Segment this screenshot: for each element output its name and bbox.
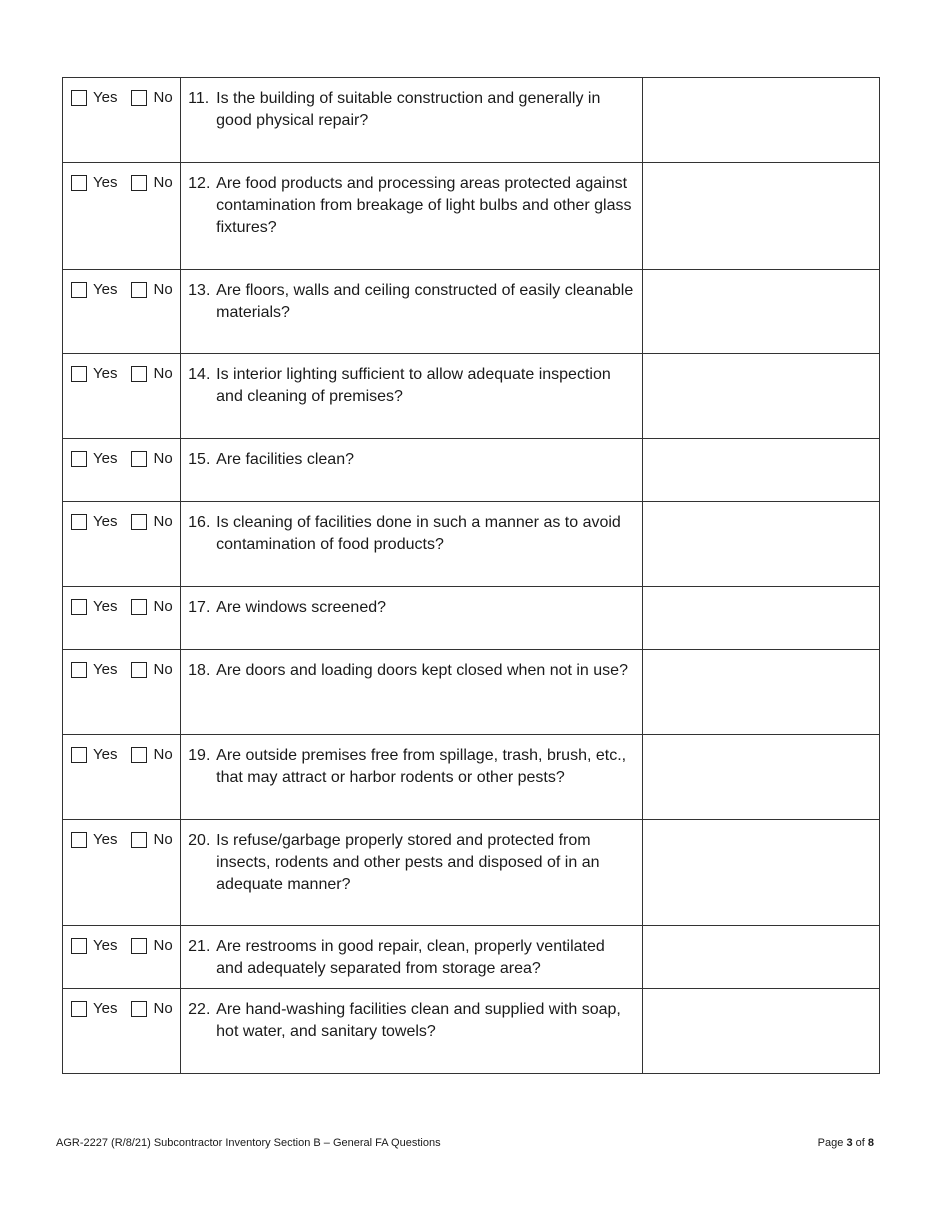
question-text: Is refuse/garbage properly stored and protected from insects, rodents and other pests and disposed of in an adequate manner? xyxy=(216,832,600,893)
yes-checkbox[interactable] xyxy=(71,662,87,678)
no-label: No xyxy=(153,174,173,191)
yes-checkbox[interactable] xyxy=(71,832,87,848)
no-checkbox[interactable] xyxy=(131,599,147,615)
no-checkbox[interactable] xyxy=(131,282,147,298)
question-cell xyxy=(181,735,643,820)
question-number: 17. xyxy=(188,599,211,616)
no-option[interactable] xyxy=(131,450,172,468)
no-checkbox[interactable] xyxy=(131,1001,147,1017)
yes-option[interactable] xyxy=(71,89,117,107)
answer-cell xyxy=(63,439,181,502)
yes-label: Yes xyxy=(93,89,118,106)
no-option[interactable] xyxy=(131,937,172,955)
question-text: Are facilities clean? xyxy=(216,451,354,468)
yes-checkbox[interactable] xyxy=(71,175,87,191)
question-text: Are hand-washing facilities clean and supplied with soap, hot water, and sanitary towels? xyxy=(216,1001,621,1040)
no-label: No xyxy=(153,513,173,530)
yes-checkbox[interactable] xyxy=(71,514,87,530)
yes-option[interactable] xyxy=(71,174,117,192)
yes-checkbox[interactable] xyxy=(71,90,87,106)
question-number: 22. xyxy=(188,1001,211,1018)
no-label: No xyxy=(153,89,173,106)
no-option[interactable] xyxy=(131,1000,172,1018)
answer-cell xyxy=(63,502,181,587)
yes-option[interactable] xyxy=(71,513,117,531)
no-label: No xyxy=(153,598,173,615)
yes-label: Yes xyxy=(93,450,118,467)
question-cell xyxy=(181,163,643,270)
yes-option[interactable] xyxy=(71,746,117,764)
question-cell xyxy=(181,439,643,502)
yes-option[interactable] xyxy=(71,1000,117,1018)
question-text: Are floors, walls and ceiling constructed of easily cleanable materials? xyxy=(216,282,634,321)
yes-checkbox[interactable] xyxy=(71,599,87,615)
notes-cell[interactable] xyxy=(642,270,879,354)
answer-cell xyxy=(63,820,181,926)
yes-option[interactable] xyxy=(71,937,117,955)
yes-option[interactable] xyxy=(71,450,117,468)
no-option[interactable] xyxy=(131,89,172,107)
yes-label: Yes xyxy=(93,513,118,530)
question-text: Are doors and loading doors kept closed when not in use? xyxy=(216,662,628,679)
yes-label: Yes xyxy=(93,1000,118,1017)
answer-cell xyxy=(63,163,181,270)
question-number: 20. xyxy=(188,832,211,849)
no-option[interactable] xyxy=(131,513,172,531)
question-number: 14. xyxy=(188,366,211,383)
yes-option[interactable] xyxy=(71,598,117,616)
answer-cell xyxy=(63,78,181,163)
yes-label: Yes xyxy=(93,281,118,298)
no-option[interactable] xyxy=(131,661,172,679)
question-row xyxy=(63,78,880,163)
question-row xyxy=(63,735,880,820)
question-cell xyxy=(181,989,643,1074)
yes-label: Yes xyxy=(93,746,118,763)
no-label: No xyxy=(153,281,173,298)
questions-table xyxy=(62,77,880,1074)
yes-checkbox[interactable] xyxy=(71,747,87,763)
notes-cell[interactable] xyxy=(642,163,879,270)
no-checkbox[interactable] xyxy=(131,514,147,530)
answer-cell xyxy=(63,650,181,735)
question-number: 19. xyxy=(188,747,211,764)
question-number: 11. xyxy=(188,90,210,107)
answer-cell xyxy=(63,989,181,1074)
question-row xyxy=(63,163,880,270)
no-checkbox[interactable] xyxy=(131,747,147,763)
yes-label: Yes xyxy=(93,174,118,191)
question-row xyxy=(63,502,880,587)
question-number: 13. xyxy=(188,282,211,299)
answer-cell xyxy=(63,270,181,354)
question-row xyxy=(63,270,880,354)
question-number: 12. xyxy=(188,175,211,192)
question-row xyxy=(63,820,880,926)
notes-cell[interactable] xyxy=(642,735,879,820)
yes-option[interactable] xyxy=(71,281,117,299)
yes-label: Yes xyxy=(93,831,118,848)
notes-cell[interactable] xyxy=(642,78,879,163)
yes-label: Yes xyxy=(93,598,118,615)
notes-cell[interactable] xyxy=(642,439,879,502)
question-text: Is interior lighting sufficient to allow adequate inspection and cleaning of premises? xyxy=(216,366,611,405)
question-number: 18. xyxy=(188,662,211,679)
question-text: Is the building of suitable construction and generally in good physical repair? xyxy=(216,90,601,129)
no-checkbox[interactable] xyxy=(131,451,147,467)
yes-label: Yes xyxy=(93,661,118,678)
notes-cell[interactable] xyxy=(642,587,879,650)
answer-cell xyxy=(63,587,181,650)
yes-option[interactable] xyxy=(71,831,117,849)
question-text: Are food products and processing areas protected against contamination from breakage of light bulbs and other glass fixtures? xyxy=(216,175,632,236)
no-option[interactable] xyxy=(131,598,172,616)
question-cell xyxy=(181,78,643,163)
no-checkbox[interactable] xyxy=(131,832,147,848)
answer-cell xyxy=(63,735,181,820)
no-label: No xyxy=(153,937,173,954)
question-cell xyxy=(181,926,643,989)
question-row xyxy=(63,587,880,650)
page-total: 8 xyxy=(867,1137,874,1149)
no-option[interactable] xyxy=(131,746,172,764)
no-label: No xyxy=(153,661,173,678)
no-checkbox[interactable] xyxy=(131,90,147,106)
question-row xyxy=(63,439,880,502)
question-text: Is cleaning of facilities done in such a manner as to avoid contamination of food products? xyxy=(216,514,621,553)
question-cell xyxy=(181,354,643,439)
page-current: 3 xyxy=(846,1137,853,1149)
question-cell xyxy=(181,270,643,354)
question-text: Are windows screened? xyxy=(216,599,387,616)
no-label: No xyxy=(153,450,173,467)
no-label: No xyxy=(153,365,173,382)
question-cell xyxy=(181,502,643,587)
no-checkbox[interactable] xyxy=(131,662,147,678)
no-label: No xyxy=(153,746,173,763)
question-row xyxy=(63,926,880,989)
no-checkbox[interactable] xyxy=(131,366,147,382)
page-of: of xyxy=(855,1137,865,1149)
question-row xyxy=(63,989,880,1074)
question-number: 15. xyxy=(188,451,211,468)
question-number: 21. xyxy=(188,938,211,955)
answer-cell xyxy=(63,926,181,989)
yes-checkbox[interactable] xyxy=(71,451,87,467)
notes-cell[interactable] xyxy=(642,926,879,989)
no-checkbox[interactable] xyxy=(131,175,147,191)
no-checkbox[interactable] xyxy=(131,938,147,954)
notes-cell[interactable] xyxy=(642,354,879,439)
question-cell xyxy=(181,587,643,650)
no-option[interactable] xyxy=(131,365,172,383)
question-number: 16. xyxy=(188,514,211,531)
yes-checkbox[interactable] xyxy=(71,938,87,954)
no-option[interactable] xyxy=(131,281,172,299)
no-option[interactable] xyxy=(131,174,172,192)
question-text: Are outside premises free from spillage, trash, brush, etc., that may attract or harbor rodents or other pests? xyxy=(216,747,627,786)
yes-label: Yes xyxy=(93,937,118,954)
yes-label: Yes xyxy=(93,365,118,382)
question-text: Are restrooms in good repair, clean, properly ventilated and adequately separated from storage area? xyxy=(216,938,605,977)
answer-cell xyxy=(63,354,181,439)
yes-option[interactable] xyxy=(71,661,117,679)
question-cell xyxy=(181,820,643,926)
page-number-footer xyxy=(818,1137,874,1149)
page-prefix: Page xyxy=(817,1137,844,1149)
notes-cell[interactable] xyxy=(642,820,879,926)
question-row xyxy=(63,650,880,735)
notes-cell[interactable] xyxy=(642,502,879,587)
no-option[interactable] xyxy=(131,831,172,849)
notes-cell[interactable] xyxy=(642,650,879,735)
no-label: No xyxy=(153,1000,173,1017)
yes-checkbox[interactable] xyxy=(71,366,87,382)
yes-checkbox[interactable] xyxy=(71,282,87,298)
yes-option[interactable] xyxy=(71,365,117,383)
yes-checkbox[interactable] xyxy=(71,1001,87,1017)
notes-cell[interactable] xyxy=(642,989,879,1074)
no-label: No xyxy=(153,831,173,848)
question-cell xyxy=(181,650,643,735)
question-row xyxy=(63,354,880,439)
form-id-footer: AGR-2227 (R/8/21) Subcontractor Inventory Section B – General FA Questions xyxy=(56,1137,441,1149)
